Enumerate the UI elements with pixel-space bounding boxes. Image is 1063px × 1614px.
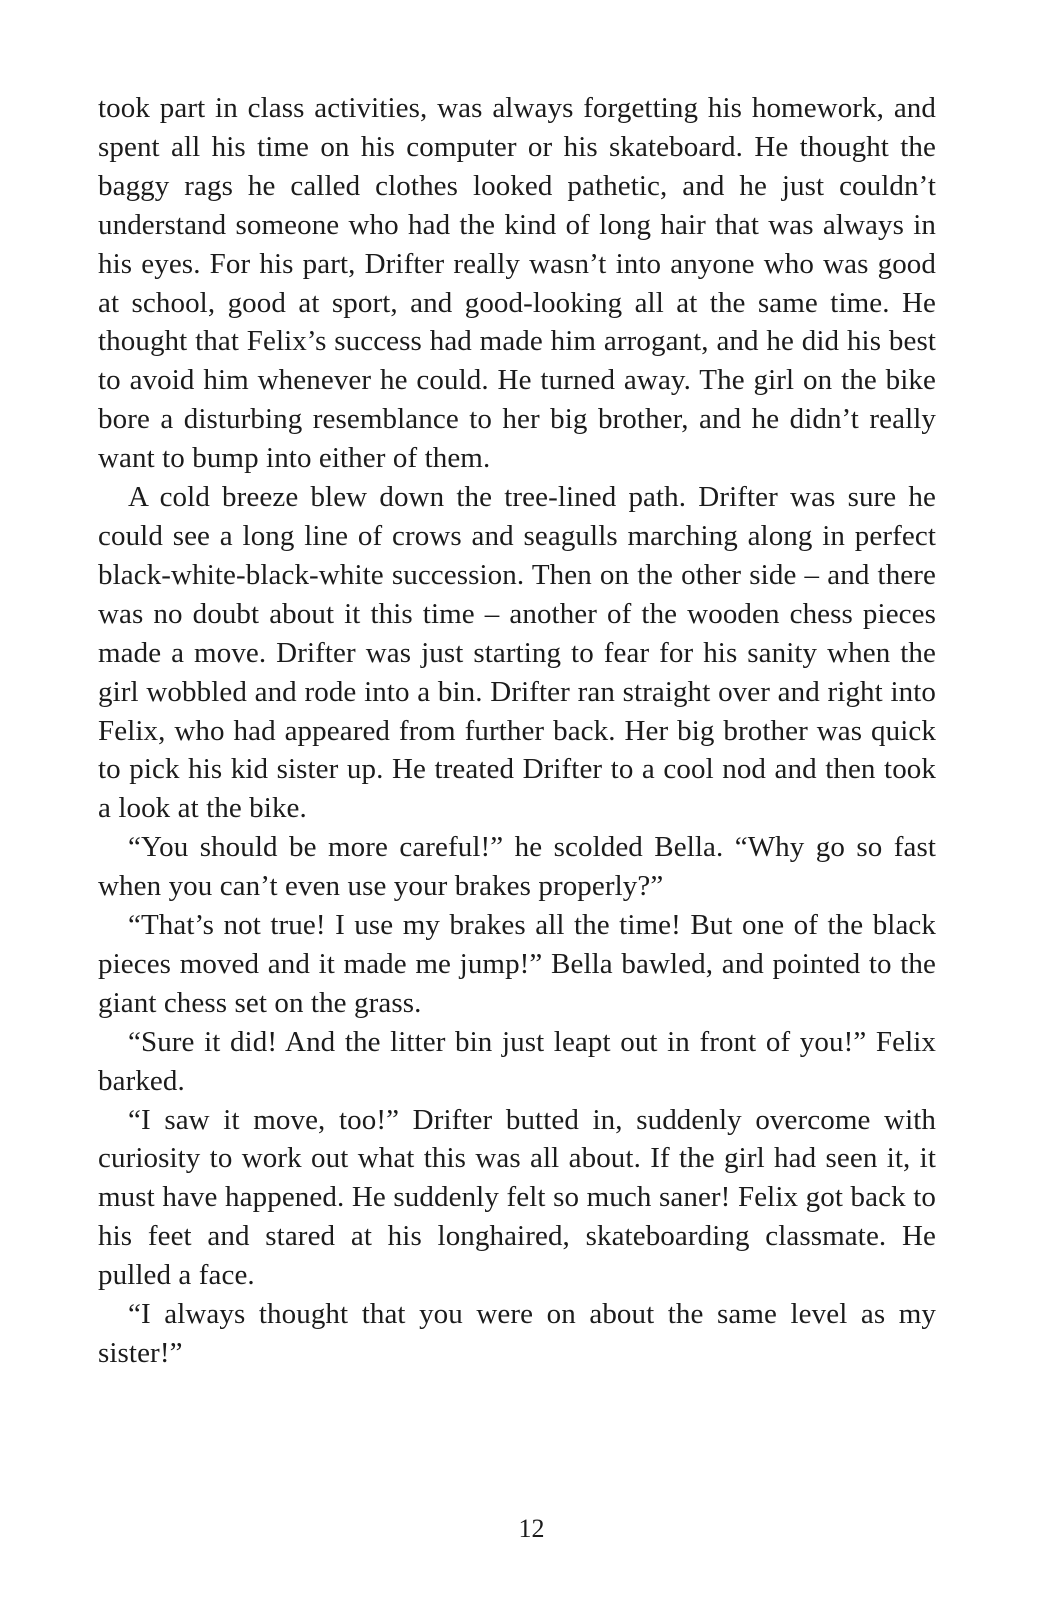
paragraph-5: “Sure it did! And the litter bin just leapt out in front of you!” Felix barked.	[98, 1025, 936, 1097]
paragraph-4: “That’s not true! I use my brakes all the time! But one of the black pieces moved and it made me jump!” Bella bawled, and pointed to the giant chess set on the grass.	[98, 909, 936, 1019]
paragraph-3: “You should be more careful!” he scolded Bella. “Why go so fast when you can’t even use your brakes properly?”	[98, 831, 936, 903]
paragraph-6: “I saw it move, too!” Drifter butted in, suddenly overcome with curiosity to work out what this was all about. If the girl had seen it, it must have happened. He suddenly felt so much saner! Felix got back to his feet and stared at his longhaired, skateboarding classmate. He pulled a face.	[98, 1103, 936, 1292]
book-page-text	[98, 89, 936, 1373]
page-number: 12	[518, 1514, 545, 1543]
paragraph-7: “I always thought that you were on about the same level as my sister!”	[98, 1298, 936, 1369]
paragraph-2: A cold breeze blew down the tree-lined path. Drifter was sure he could see a long line of crows and seagulls marching along in perfect black-white-black-white succession. Then on the other side – and there was no doubt about it this time – another of the wooden chess pieces made a move. Drifter was just starting to fear for his sanity when the girl wobbled and rode into a bin. Drifter ran straight over and right into Felix, who had appeared from further back. Her big brother was quick to pick his kid sister up. He treated Drifter to a cool nod and then took a look at the bike.	[98, 481, 936, 825]
paragraph-1: took part in class activities, was always forgetting his homework, and spent all his time on his computer or his skateboard. He thought the baggy rags he called clothes looked pathetic, and he just couldn’t understand someone who had the kind of long hair that was always in his eyes. For his part, Drifter really wasn’t into anyone who was good at school, good at sport, and good-looking all at the same time. He thought that Felix’s success had made him arrogant, and he did his best to avoid him whenever he could. He turned away. The girl on the bike bore a disturbing resemblance to her big brother, and he didn’t really want to bump into either of them.	[98, 92, 936, 475]
